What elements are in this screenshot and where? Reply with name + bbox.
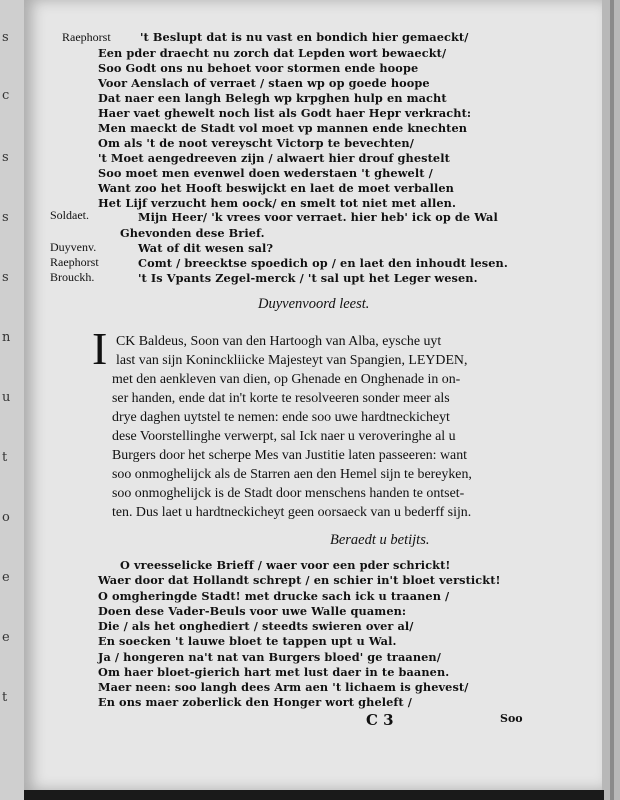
- verse-line: Om als 't de noot vereyscht Victorp te bevechten/: [98, 136, 414, 150]
- verse-line: Ghevonden dese Brief.: [120, 226, 265, 240]
- poem-line: En ons maer zoberlick den Honger wort gheleft /: [98, 695, 412, 709]
- verse-line: Wat of dit wesen sal?: [138, 241, 274, 255]
- verse-line: Comt / breecktse spoedich op / en laet den inhoudt lesen.: [138, 256, 508, 270]
- poem-line: Om haer bloet-gierich hart met lust daer in te baanen.: [98, 665, 450, 679]
- margin-letter: s: [2, 270, 9, 285]
- margin-letter: e: [2, 630, 10, 645]
- poem-line: En soecken 't lauwe bloet te tappen upt u Wal.: [98, 634, 397, 648]
- poem-line: Doen dese Vader-Beuls voor uwe Walle quamen:: [98, 604, 407, 618]
- facing-page-margin: [0, 0, 24, 800]
- margin-letter: t: [2, 450, 8, 465]
- verse-line: Dat naer een langh Belegh wp krpghen hulp en macht: [98, 91, 447, 105]
- verse-line: Voor Aenslach of verraet / staen wp op goede hoope: [98, 76, 430, 90]
- margin-letter: u: [2, 390, 11, 405]
- speaker-raephorst: Raephorst: [62, 30, 111, 44]
- letter-line: last van sijn Koninckliicke Majesteyt van Spangien, LEYDEN,: [116, 353, 468, 368]
- poem-line: Die / als het onghediert / steedts swieren over al/: [98, 619, 414, 633]
- speaker-soldaet: Soldaet.: [50, 208, 89, 222]
- letter-line: ser handen, ende dat in't korte te resolveeren sonder meer als: [112, 391, 450, 406]
- letter-line: soo onmoghelijck als de Starren aen den Hemel sijn te bereyken,: [112, 467, 472, 482]
- poem-line: O vreesselicke Brieff / waer voor een pder schrickt!: [120, 558, 451, 572]
- poem-line: Waer door dat Hollandt schrept / en schier in't bloet verstickt!: [98, 573, 501, 587]
- drop-cap: I: [92, 323, 108, 374]
- poem-line: Ja / hongeren na't nat van Burgers bloed' ge traanen/: [98, 650, 441, 664]
- margin-letter: o: [2, 510, 10, 525]
- letter-line: ten. Dus laet u hardtneckicheyt geen oorsaeck van u bederff sijn.: [112, 505, 472, 520]
- letter-line: soo onmoghelijck is de Stadt door menschens handen te ontset-: [112, 486, 465, 501]
- verse-line: Haer vaet ghewelt noch list als Godt haer Hepr verkracht:: [98, 106, 472, 120]
- margin-letter: n: [2, 330, 11, 345]
- poem-line: O omgheringde Stadt! met drucke sach ick u traanen /: [98, 589, 450, 603]
- verse-line: Het Lijf verzucht hem oock/ en smelt tot niet met allen.: [98, 196, 456, 210]
- verse-line: Soo moet men evenwel doen wederstaen 't ghewelt /: [98, 166, 433, 180]
- letter-line: met den aenkleven van dien, op Ghenade en Onghenade in on-: [112, 372, 461, 387]
- catchword: Soo: [500, 712, 523, 725]
- margin-letter: s: [2, 210, 9, 225]
- speaker-duyvenv: Duyvenv.: [50, 240, 97, 254]
- margin-letter: s: [2, 30, 9, 45]
- margin-letter: c: [2, 88, 10, 103]
- verse-line: Want zoo het Hooft beswijckt en laet de moet verballen: [98, 181, 454, 195]
- stage-direction-beraedt: Beraedt u betijts.: [330, 532, 430, 548]
- margin-letter: s: [2, 150, 9, 165]
- verse-line: 't Is Vpants Zegel-merck / 't sal upt het Leger wesen.: [138, 271, 478, 285]
- bottom-shadow: [24, 790, 604, 800]
- verse-line: Men maeckt de Stadt vol moet vp mannen ende knechten: [98, 121, 468, 135]
- letter-line: drye daghen uytstel te nemen: ende soo uwe hardtneckicheyt: [112, 410, 450, 425]
- page-fore-edge-shadow: [610, 0, 614, 800]
- verse-line: 't Beslupt dat is nu vast en bondich hier gemaeckt/: [140, 30, 469, 44]
- letter-line: CK Baldeus, Soon van den Hartoogh van Alba, eysche uyt: [116, 334, 442, 349]
- margin-letter: e: [2, 570, 10, 585]
- verse-line: 't Moet aengedreeven zijn / alwaert hier drouf ghestelt: [98, 151, 450, 165]
- speaker-brouckh: Brouckh.: [50, 270, 95, 284]
- margin-letter: t: [2, 690, 8, 705]
- letter-line: dese Voorstellinghe verwerpt, sal Ick naer u veroveringhe al u: [112, 429, 456, 444]
- speaker-raephorst-2: Raephorst: [50, 255, 99, 269]
- poem-line: Maer neen: soo langh dees Arm aen 't lichaem is ghevest/: [98, 680, 469, 694]
- verse-line: Mijn Heer/ 'k vrees voor verraet. hier heb' ick op de Wal: [138, 210, 498, 224]
- verse-line: Soo Godt ons nu behoet voor stormen ende hoope: [98, 61, 419, 75]
- verse-line: Een pder draecht nu zorch dat Lepden wort bewaeckt/: [98, 46, 447, 60]
- letter-line: Burgers door het scherpe Mes van Justitie laten passeeren: want: [112, 448, 468, 463]
- stage-direction-reads: Duyvenvoord leest.: [258, 296, 370, 312]
- signature-mark: C 3: [366, 711, 394, 729]
